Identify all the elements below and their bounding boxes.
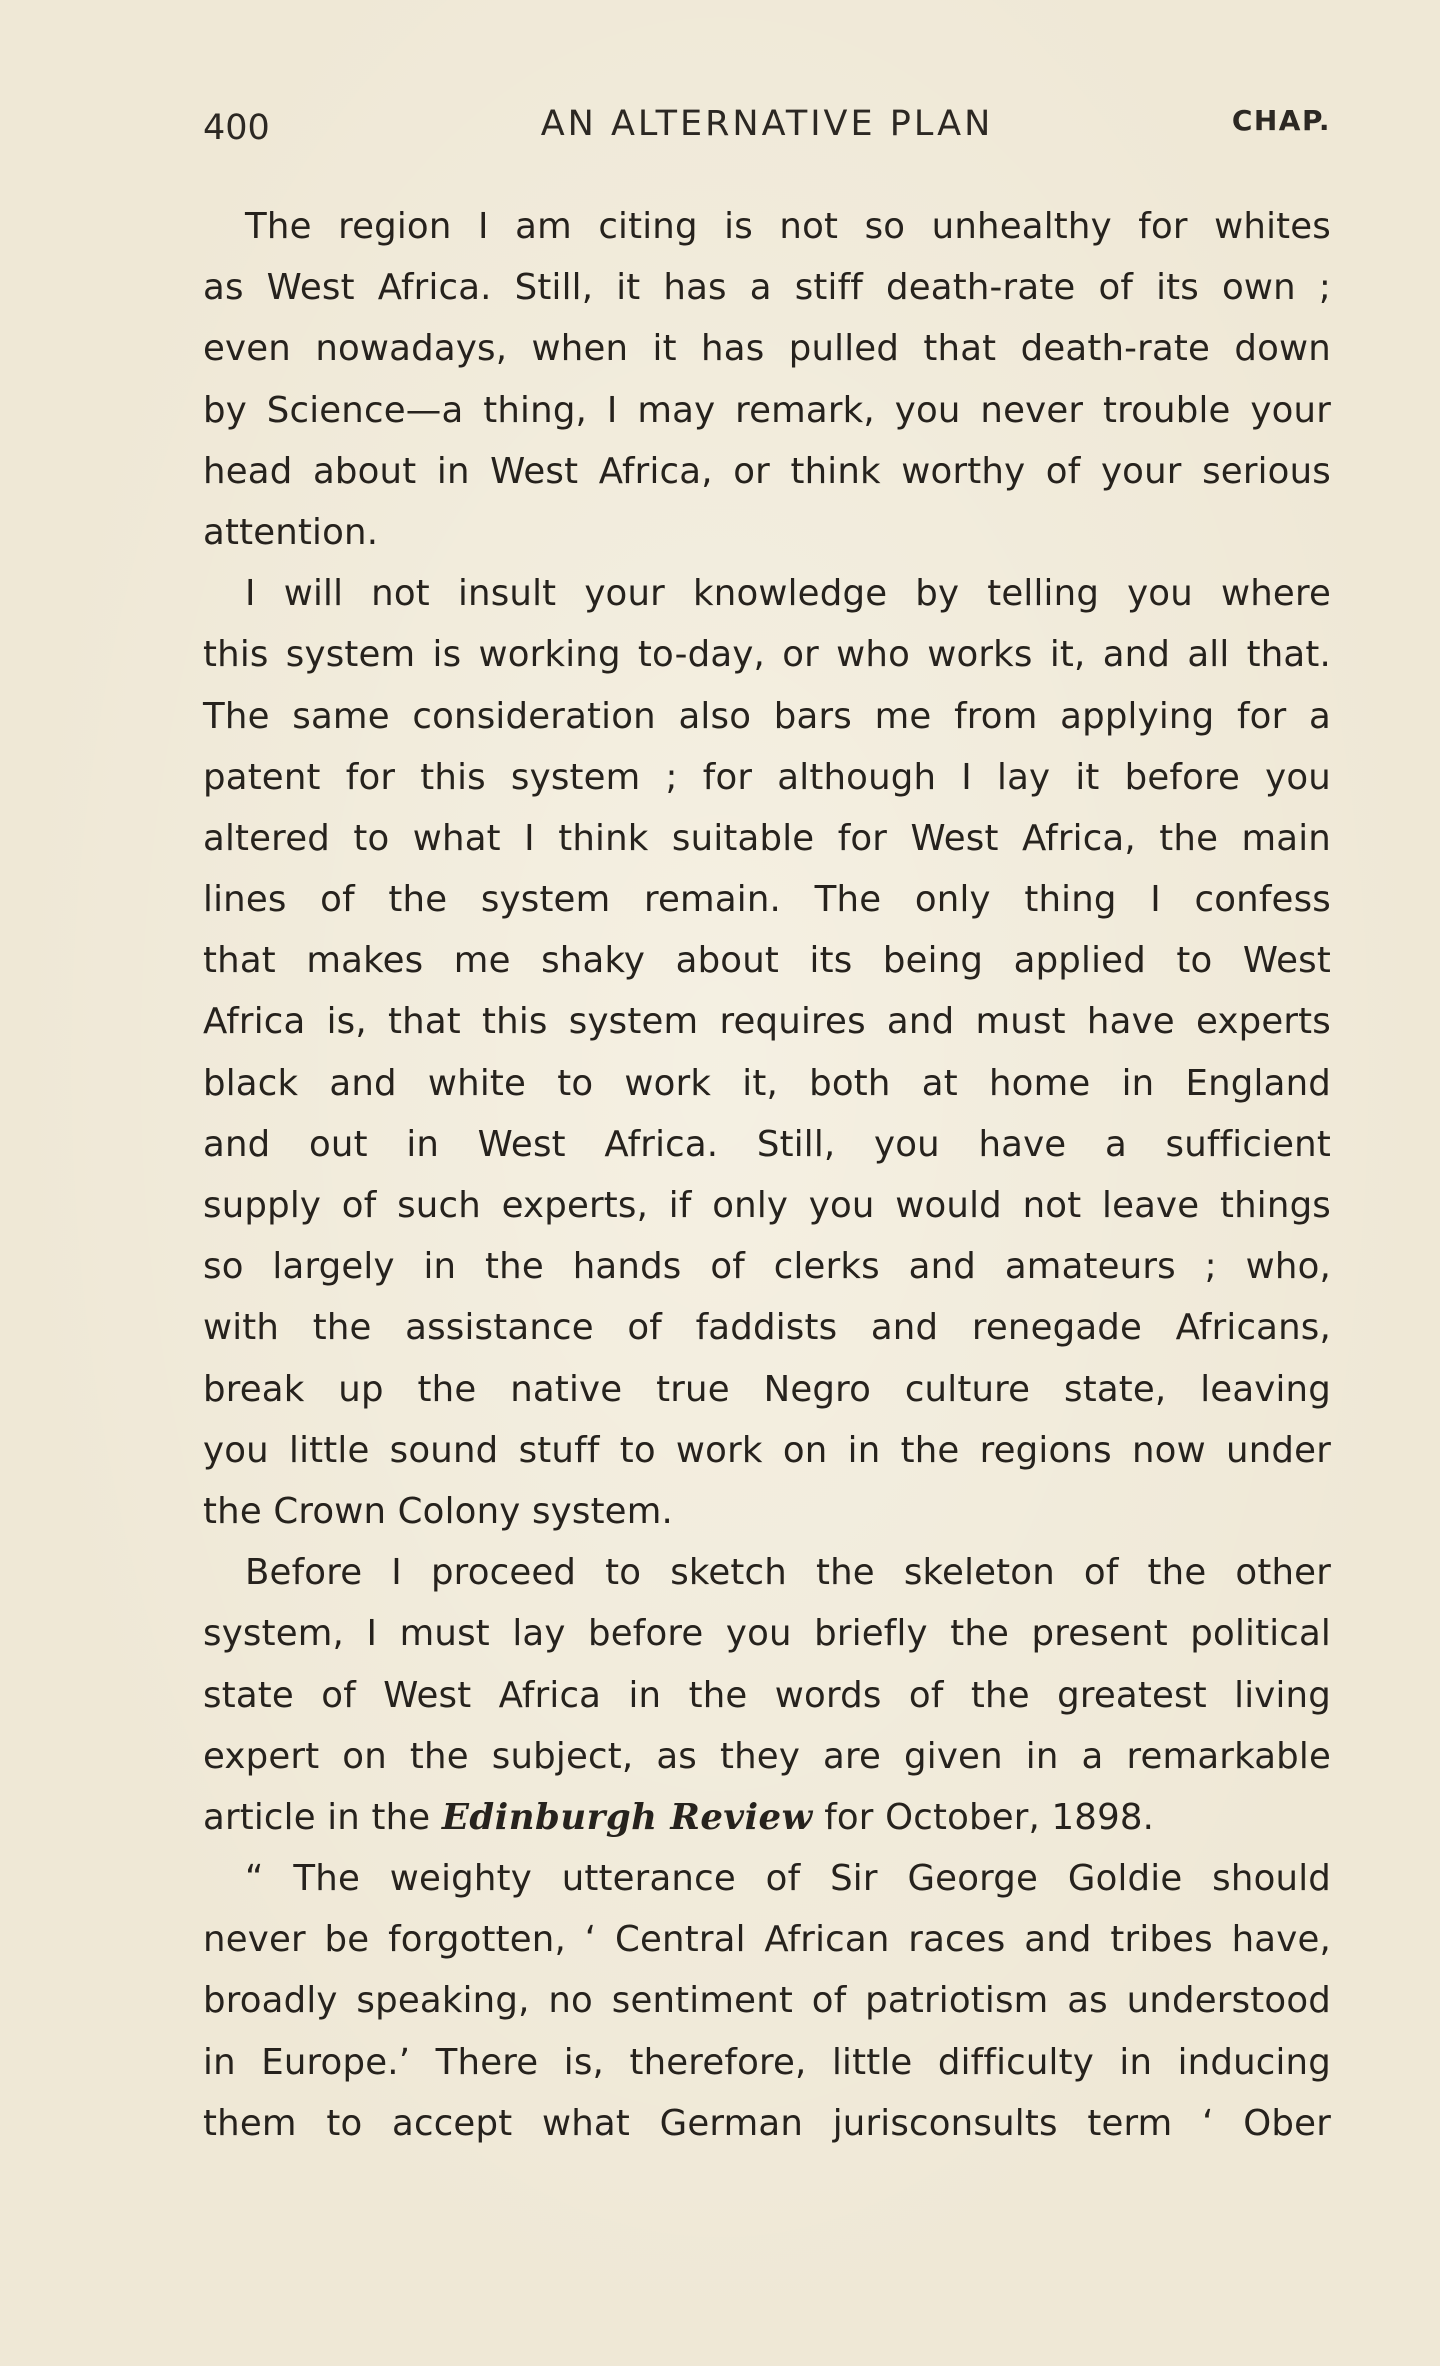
chapter-abbreviation: CHAP. [1231, 104, 1331, 137]
text-line: altered to what I think suitable for West Africa, the main [203, 817, 1331, 859]
paragraph [203, 1848, 1331, 2154]
running-title: AN ALTERNATIVE PLAN [540, 104, 994, 144]
text-line: system, I must lay before you briefly the present political [203, 1613, 1331, 1655]
text-line: them to accept what German jurisconsults term ‘ Ober [203, 2102, 1331, 2144]
paragraph [203, 1542, 1331, 1848]
text-line: The same consideration also bars me from applying for a [203, 695, 1331, 737]
body-text [203, 196, 1331, 2154]
text-line: this system is working to-day, or who works it, and all that. [203, 634, 1331, 676]
text-line: state of West Africa in the words of the greatest living [203, 1674, 1331, 1716]
text-line: you little sound stuff to work on in the regions now under [203, 1429, 1331, 1471]
text-line: by Science—a thing, I may remark, you never trouble your [203, 389, 1331, 431]
text-line: never be forgotten, ‘ Central African races and tribes have, [203, 1919, 1331, 1961]
text-line: I will not insult your knowledge by telling you where [245, 573, 1331, 615]
text-line: even nowadays, when it has pulled that death-rate down [203, 328, 1331, 370]
text-line: lines of the system remain. The only thing I confess [203, 879, 1331, 921]
text-fragment: article in the [203, 1796, 442, 1838]
page-number: 400 [203, 108, 270, 148]
text-line: and out in West Africa. Still, you have a sufficient [203, 1123, 1331, 1165]
paragraph [203, 196, 1331, 563]
text-line: broadly speaking, no sentiment of patriotism as understood [203, 1980, 1331, 2022]
journal-title: Edinburgh Review [441, 1796, 813, 1838]
text-line: as West Africa. Still, it has a stiff death-rate of its own ; [203, 267, 1331, 309]
page-header [203, 104, 1331, 154]
text-line-with-citation [203, 1787, 1331, 1848]
text-line: that makes me shaky about its being applied to West [203, 940, 1331, 982]
text-line: the Crown Colony system. [203, 1490, 673, 1532]
text-line: black and white to work it, both at home in England [203, 1062, 1331, 1104]
text-line: Before I proceed to sketch the skeleton of the other [245, 1552, 1331, 1594]
text-line: “ The weighty utterance of Sir George Goldie should [245, 1858, 1331, 1900]
text-line: supply of such experts, if only you would not leave things [203, 1185, 1331, 1226]
text-line: attention. [203, 511, 379, 553]
text-line: expert on the subject, as they are given in a remarkable [203, 1735, 1331, 1777]
paragraph [203, 563, 1331, 1542]
text-fragment: for October, 1898. [812, 1796, 1155, 1838]
text-line: Africa is, that this system requires and must have experts [203, 1001, 1331, 1043]
text-line: break up the native true Negro culture state, leaving [203, 1368, 1331, 1410]
text-line: head about in West Africa, or think worthy of your serious [203, 450, 1331, 492]
text-line: patent for this system ; for although I lay it before you [203, 756, 1331, 798]
text-line: so largely in the hands of clerks and amateurs ; who, [203, 1246, 1331, 1288]
text-line: The region I am citing is not so unhealthy for whites [245, 206, 1331, 247]
text-line: in Europe.’ There is, therefore, little difficulty in inducing [203, 2041, 1331, 2083]
text-line: with the assistance of faddists and renegade Africans, [203, 1307, 1331, 1349]
